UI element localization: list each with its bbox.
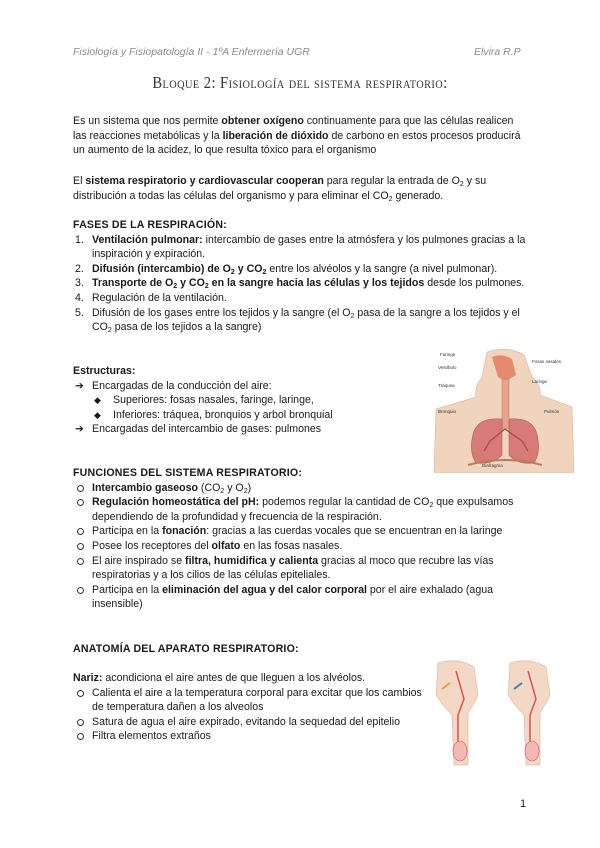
figure-label: Tráquea [438,383,455,388]
fases-heading: FASES DE LA RESPIRACIÓN: [73,219,227,231]
figure-label: Laringe [532,379,548,384]
funcion-item: Participa en la fonación: gracias a las cuerdas vocales que se encuentran en la laringe [73,524,528,539]
page-number: 1 [520,798,527,810]
nariz-item: Satura de agua el aire expirado, evitando la sequedad del epitelio [73,715,423,730]
intro2-paragraph: El sistema respiratorio y cardiovascular cooperan para regular la entrada de $O_2$ y su distribución a todas las células del organismo y para eliminar el $CO_2$ generado. [73,175,487,203]
header-author: Elvira R.P [474,46,521,58]
figure-label: Diafragma [482,463,503,468]
anatomia-heading: ANATOMÍA DEL APARATO RESPIRATORIO: [73,643,299,655]
estructuras-section [73,364,403,437]
diamond-icon: ◆ [94,409,101,420]
estructura-subitem: ◆ Inferiores: tráquea, bronquios y arbol bronquial [94,408,333,421]
funcion-item: Participa en la eliminación del agua y del calor corporal por el aire exhalado (agua insensible) [73,583,528,612]
estructura-subitem: ◆ Superiores: fosas nasales, faringe, laringe, [94,394,314,407]
figure-label: Fosas nasales [532,359,562,364]
figure-label: Pulmón [544,409,560,414]
figure-label: Bronquio [438,409,457,414]
figure-label: Faringe [440,352,456,357]
estructura-item: ➔ Encargadas del intercambio de gases: pulmones [75,423,322,436]
funcion-item: Regulación homeostática del pH: podemos regular la cantidad de $CO_2$ que expulsamos dependiendo de la profundidad y frecuencia de la respiración. [73,495,528,524]
nariz-item: Calienta el aire a la temperatura corporal para excitar que los cambios de temperatura dañen a los alveolos [73,686,423,715]
arrow-icon: ➔ [75,379,84,392]
figure-label: Vestíbulo [438,365,457,370]
intro-paragraph: Es un sistema que nos permite obtener oxígeno continuamente para que las células realicen las reacciones metabólicas y la liberación de dióxido de carbono en estos procesos producirá un aumento de la acidez, lo que resulta tóxico para el organismo [73,115,521,157]
arrow-icon: ➔ [75,423,84,436]
header-course: Fisiología y Fisiopatología II - 1ºA Enfermería UGR [73,46,310,58]
fase-item: 2. Difusión (intercambio) de $O_2$ y $CO_2$ entre los alvéolos y la sangre (a nivel pulmonar). [75,262,498,276]
respiratory-system-figure [432,347,574,473]
fase-item: 1. Ventilación pulmonar: intercambio de gases entre la atmósfera y los pulmones gracias a la inspiración y expiración. [75,233,526,261]
funciones-heading: FUNCIONES DEL SISTEMA RESPIRATORIO: [73,467,303,479]
nasal-airflow-figure [428,655,570,767]
page-title: Bloque 2: Fisiología del sistema respiratorio: [152,73,448,92]
estructura-item: ➔ Encargadas de la conducción del aire: [75,379,272,392]
funcion-item: El aire inspirado se filtra, humidifica y calienta gracias al moco que recubre las vías respiratorias y a los cilios de las células epiteliales. [73,554,528,583]
funcion-item: Intercambio gaseoso ($CO_2$ y $O_2$) [73,481,528,496]
diamond-icon: ◆ [94,395,101,406]
funcion-item: Posee los receptores del olfato en las fosas nasales. [73,539,528,554]
fase-item: 5. Difusión de los gases entre los tejidos y la sangre (el $O_2$ pasa de la sangre a los tejidos y el $CO_2$ pasa de los tejidos a la sangre) [75,306,520,335]
funciones-section [73,466,528,612]
nariz-item: Filtra elementos extraños [73,729,423,744]
fases-section [73,218,528,335]
fase-item: 3. Transporte de $O_2$ y $CO_2$ en la sangre hacia las células y los tejidos desde los pulmones. [75,277,525,291]
estructuras-heading: Estructuras: [73,365,136,377]
fase-item: 4. Regulación de la ventilación. [75,291,227,304]
nariz-section: Nariz: acondiciona el aire antes de que lleguen a los alvéolos. Calienta el aire a la temperatura corporal para excitar que los cambios de temperatura dañen a los alveolos Satura de agua el aire expirado, evitando la sequedad del epitelio Filtra elementos extraños [73,672,422,743]
